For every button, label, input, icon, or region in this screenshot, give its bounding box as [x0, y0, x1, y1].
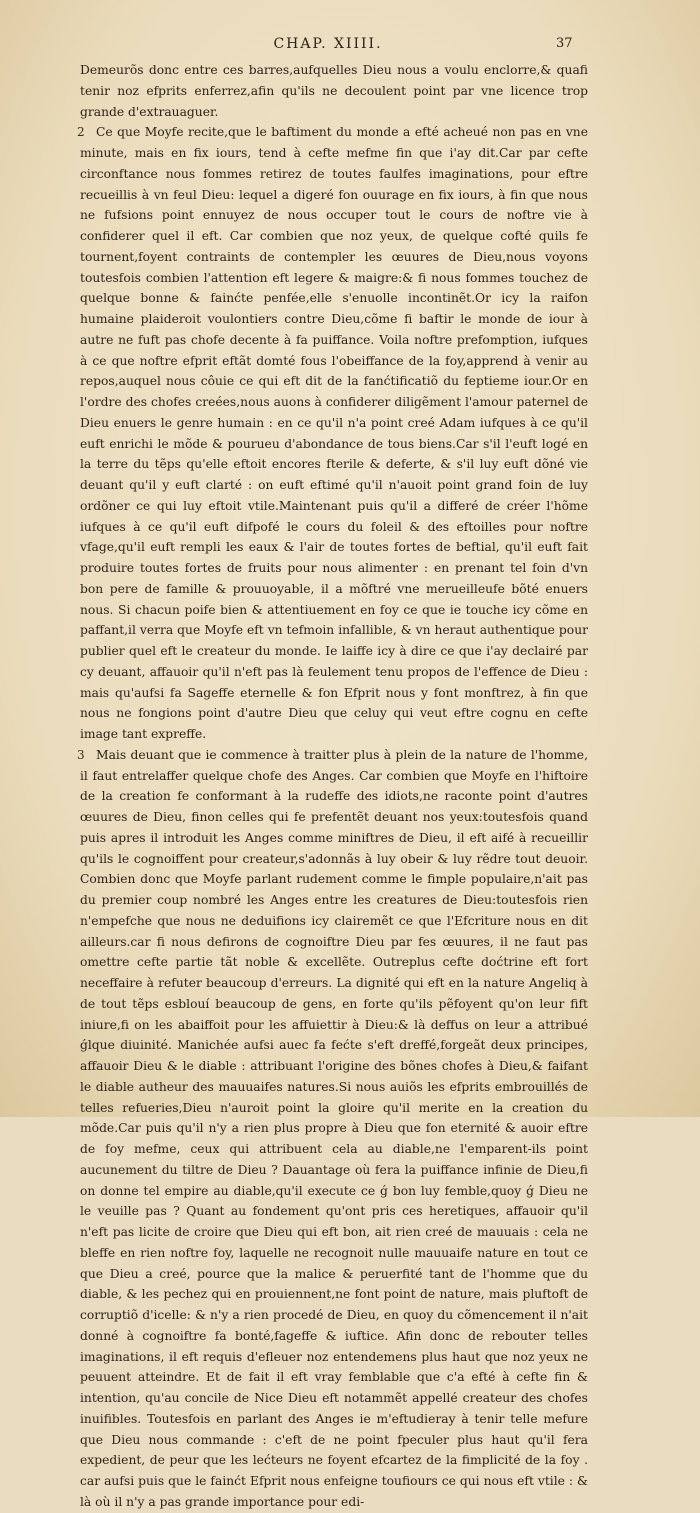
folio-number: 37 — [556, 36, 573, 51]
paragraph-3 — [77, 745, 588, 1513]
paragraph-text: Ce que Moyfe recite,que le baftiment du monde a efté acheué non pas en vne minute, mais en fix iours, tend à cefte mefme fin que i'ay dit.Car par cefte circonftance nous fommes retirez de toutes faulfes imaginations, pour eftre recueillis à vn feul Dieu: lequel a digeré fon ouurage en fix iours, à fin que nous ne fufsions point ennuyez de nous occuper tout le cours de noftre vie à confiderer quel il eft. Car combien que noz yeux, de quelque cofté quils fe tournent,foyent contraints de contempler les œuures de Dieu,nous voyons toutesfois combien l'attention eft legere & maigre:& fi nous fommes touchez de quelque bonne & fainćte penfée,elle s'enuolle incontinẽt.Or icy la raifon humaine plaideroit voulontiers contre Dieu,cõme fi baftir le monde de iour à autre ne fuft pas chofe decente à fa puiffance. Voila noftre prefomption, iufques à ce que noftre efprit eftãt domté fous l'obeiffance de la foy,apprend à venir au repos,auquel nous côuie ce qui eft dit de la fanćtificatiõ du feptieme iour.Or en l'ordre des chofes creées,nous auons à confiderer diligẽment l'amour paternel de Dieu enuers le genre humain : en ce qu'il n'a point creé Adam iufques à ce qu'il euft enrichi le mõde & pourueu d'abondance de tous biens.Car s'il l'euft logé en la terre du tẽps qu'elle eftoit encores fterile & deferte, & s'il luy euft dõné vie deuant qu'il y euft clarté : on euft eftimé qu'il n'auoit point grand foin de luy ordõner ce qui luy eftoit vtile.Maintenant puis qu'il a differé de créer l'hõme iufques à ce qu'il euft difpofé le cours du foleil & des eftoilles pour noftre vfage,qu'il euft rempli les eaux & l'air de toutes fortes de beftial, qu'il euft fait produire toutes fortes de fruits pour nous alimenter : en prenant tel foin d'vn bon pere de famille & prouuoyable, il a mõftré vne merueilleufe bõté enuers nous. Si chacun poife bien & attentiuement en foy ce que ie touche icy cõme en paffant,il verra que Moyfe eft vn tefmoin infallible, & vn heraut authentique pour publier quel eft le createur du monde. Ie laiffe icy à dire ce que i'ay declairé par cy deuant, affauoir qu'il n'eft pas là feulement tenu propos de l'effence de Dieu : mais qu'aufsi fa Sageffe eternelle & fon Efprit nous y font monftrez, à fin que nous ne fongions point d'autre Dieu que celuy qui veut eftre cognu en cefte image tant expreffe. — [80, 125, 588, 741]
paragraph-2 — [77, 122, 588, 745]
paragraph-text: Demeurõs donc entre ces barres,aufquelles Dieu nous a voulu enclorre,& quafi tenir noz efprits enferrez,afin qu'ils ne decoulent point par vne licence trop grande d'extrauaguer. — [80, 63, 588, 119]
running-head — [0, 36, 700, 56]
body-text — [77, 60, 588, 1513]
paragraph-1 — [80, 60, 588, 122]
margin-number: 2 — [77, 125, 85, 140]
paragraph-text: Mais deuant que ie commence à traitter plus à plein de la nature de l'homme, il faut entrelaffer quelque chofe des Anges. Car combien que Moyfe en l'hiftoire de la creation fe conformant à la rudeffe des idiots,ne raconte point d'autres œuures de Dieu, finon celles qui fe prefentẽt deuant nos yeux:toutesfois quand puis apres il introduit les Anges comme miniftres de Dieu, il eft aifé à recueillir qu'ils le cognoiffent pour createur,s'adonnãs à luy obeir & luy rẽdre tout deuoir. Combien donc que Moyfe parlant rudement comme le fimple populaire,n'ait pas du premier coup nombré les Anges entre les creatures de Dieu:toutesfois rien n'empefche que nous ne deduifions icy clairemẽt ce que l'Efcriture nous en dit ailleurs.car fi nous defirons de cognoiftre Dieu par fes œuures, il ne faut pas omettre cefte partie tãt noble & excellẽte. Outreplus cefte doćtrine eft fort neceffaire à refuter beaucoup d'erreurs. La dignité qui eft en la nature Angeliq à de tout tẽps esblouí beaucoup de gens, en forte qu'ils pẽfoyent qu'on leur fift iniure,fi on les abaiffoit pour les affuiettir à Dieu:& là deffus on leur a attribué ǵlque diuinité. Manichée aufsi auec fa fećte s'eft dreffé,forgeãt deux principes, affauoir Dieu & le diable : attribuant l'origine des bõnes chofes à Dieu,& faifant le diable autheur des mauuaifes natures.Si nous auiõs les efprits embrouillés de telles refueries,Dieu n'auroit point la gloire qu'il merite en la creation du mõde.Car puis qu'il n'y a rien plus propre à Dieu que fon eternité & auoir eftre de foy mefme, ceux qui attribuent cela au diable,ne l'emparent-ils point aucunement du tiltre de Dieu ? Dauantage où fera la puiffance infinie de Dieu,fi on donne tel empire au diable,qu'il execute ce ǵ bon luy femble,quoy ǵ Dieu ne le veuille pas ? Quant au fondement qu'ont pris ces heretiques, affauoir qu'il n'eft pas licite de croire que Dieu qui eft bon, ait rien creé de mauuais : cela ne bleffe en rien noftre foy, laquelle ne recognoit nulle mauuaife nature en tout ce que Dieu a creé, pource que la malice & peruerfité tant de l'homme que du diable, & les pechez qui en prouiennent,ne font point de nature, mais pluftoft de corruptiõ d'icelle: & n'y a rien procedé de Dieu, en quoy du cõmencement il n'ait donné à cognoiftre fa bonté,fageffe & iuftice. Afin donc de rebouter telles imaginations, il eft requis d'efleuer noz entendemens plus haut que noz yeux ne peuuent atteindre. Et de fait il eft vray femblable que c'a efté à cefte fin & intention, qu'au concile de Nice Dieu eft notammẽt appellé createur des chofes inuifibles. Toutesfois en parlant des Anges ie m'eftudieray à tenir telle mefure que Dieu nous commande : c'eft de ne point fpeculer plus haut qu'il fera expedient, de peur que les lećteurs ne foyent efcartez de la fimplicité de la foy . car aufsi puis que le fainćt Efprit nous enfeigne toufiours ce qui nous eft vtile : & là où il n'y a pas grande importance pour edi- — [80, 747, 588, 1509]
margin-number: 3 — [77, 747, 85, 762]
chapter-title: CHAP. XIIII. — [273, 36, 383, 52]
